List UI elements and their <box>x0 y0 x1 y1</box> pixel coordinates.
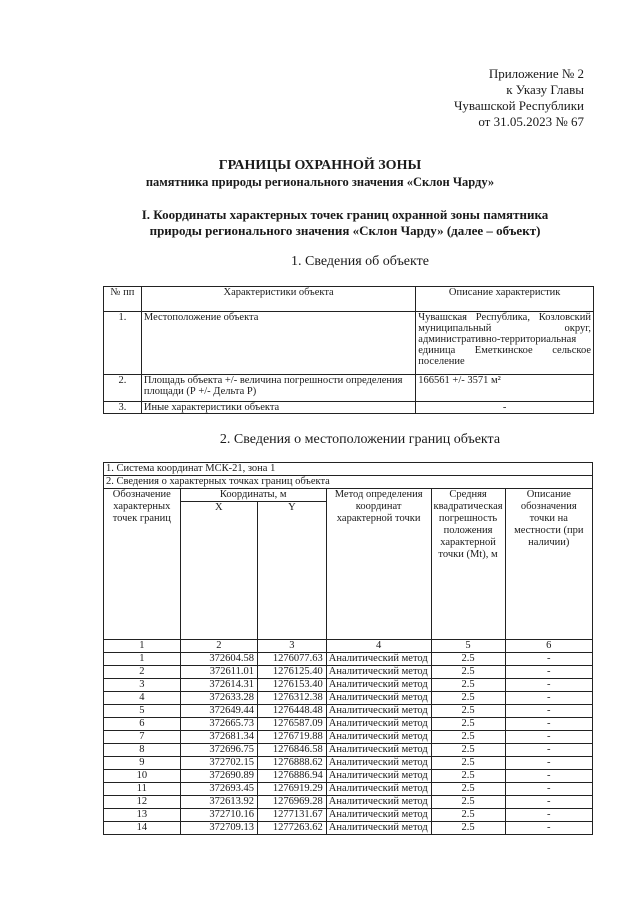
table-row <box>104 653 593 666</box>
document-title: ГРАНИЦЫ ОХРАННОЙ ЗОНЫ <box>218 158 422 173</box>
accuracy-cell: 2.5 <box>431 809 505 822</box>
boundary-points-table <box>103 462 593 835</box>
table-row <box>104 679 593 692</box>
point-description-cell: - <box>505 783 592 796</box>
column-number: 3 <box>258 640 327 653</box>
table-row <box>104 666 593 679</box>
point-number: 2 <box>104 666 181 679</box>
table-row <box>104 705 593 718</box>
accuracy-cell: 2.5 <box>431 679 505 692</box>
table-row <box>104 731 593 744</box>
point-description-cell: - <box>505 731 592 744</box>
y-coordinate: 1276719.88 <box>258 731 327 744</box>
table-row <box>104 822 593 835</box>
method-cell: Аналитический метод <box>326 744 431 757</box>
coordinate-system-row <box>104 463 593 476</box>
header-method: Метод определения координат характерной точки <box>326 489 431 640</box>
x-coordinate: 372696.75 <box>180 744 257 757</box>
row-characteristic: Местоположение объекта <box>141 312 415 375</box>
y-coordinate: 1276969.28 <box>258 796 327 809</box>
x-coordinate: 372611.01 <box>180 666 257 679</box>
x-coordinate: 372649.44 <box>180 705 257 718</box>
accuracy-cell: 2.5 <box>431 692 505 705</box>
table-row <box>104 809 593 822</box>
table-row <box>104 744 593 757</box>
table-row <box>104 375 594 402</box>
point-description-cell: - <box>505 757 592 770</box>
x-coordinate: 372710.16 <box>180 809 257 822</box>
y-coordinate: 1276448.48 <box>258 705 327 718</box>
method-cell: Аналитический метод <box>326 705 431 718</box>
y-coordinate: 1276846.58 <box>258 744 327 757</box>
point-number: 13 <box>104 809 181 822</box>
header-characteristic: Характеристики объекта <box>141 287 415 312</box>
appendix-line: Приложение № 2 <box>488 66 584 81</box>
points-title-row <box>104 476 593 489</box>
row-characteristic: Иные характеристики объекта <box>141 402 415 414</box>
header-point-description: Описание обозначения точки на местности (при наличии) <box>505 489 592 640</box>
method-cell: Аналитический метод <box>326 809 431 822</box>
accuracy-cell: 2.5 <box>431 718 505 731</box>
column-number: 6 <box>505 640 592 653</box>
row-characteristic: Площадь объекта +/- величина погрешности определения площади (Р +/- Дельта Р) <box>141 375 415 402</box>
accuracy-cell: 2.5 <box>431 653 505 666</box>
x-coordinate: 372633.28 <box>180 692 257 705</box>
table-row <box>104 796 593 809</box>
points-title: 2. Сведения о характерных точках границ объекта <box>104 476 593 489</box>
y-coordinate: 1277131.67 <box>258 809 327 822</box>
point-description-cell: - <box>505 796 592 809</box>
appendix-line: Чувашской Республики <box>453 98 584 113</box>
table-row <box>104 312 594 375</box>
accuracy-cell: 2.5 <box>431 783 505 796</box>
x-coordinate: 372690.89 <box>180 770 257 783</box>
x-coordinate: 372709.13 <box>180 822 257 835</box>
method-cell: Аналитический метод <box>326 770 431 783</box>
header-y: Y <box>258 502 327 640</box>
accuracy-cell: 2.5 <box>431 705 505 718</box>
column-number: 4 <box>326 640 431 653</box>
table-row <box>104 757 593 770</box>
point-description-cell: - <box>505 666 592 679</box>
row-description: - <box>416 402 594 414</box>
header-description: Описание характеристик <box>416 287 594 312</box>
header-x: X <box>180 502 257 640</box>
appendix-line: к Указу Главы <box>506 82 584 97</box>
point-description-cell: - <box>505 718 592 731</box>
header-accuracy: Средняя квадратическая погрешность положения характерной точки (Mt), м <box>431 489 505 640</box>
method-cell: Аналитический метод <box>326 731 431 744</box>
document-subtitle: памятника природы регионального значения «Склон Чарду» <box>145 175 495 189</box>
accuracy-cell: 2.5 <box>431 757 505 770</box>
header-coordinates: Координаты, м <box>180 489 326 502</box>
column-number: 2 <box>180 640 257 653</box>
section-i-line: природы регионального значения «Склон Чарду» (далее – объект) <box>149 223 541 238</box>
point-number: 8 <box>104 744 181 757</box>
point-number: 10 <box>104 770 181 783</box>
point-description-cell: - <box>505 809 592 822</box>
point-number: 3 <box>104 679 181 692</box>
point-description-cell: - <box>505 822 592 835</box>
accuracy-cell: 2.5 <box>431 822 505 835</box>
x-coordinate: 372702.15 <box>180 757 257 770</box>
accuracy-cell: 2.5 <box>431 770 505 783</box>
y-coordinate: 1276125.40 <box>258 666 327 679</box>
header-designation: Обозначение характерных точек границ <box>104 489 181 640</box>
point-description-cell: - <box>505 770 592 783</box>
table-row <box>104 770 593 783</box>
method-cell: Аналитический метод <box>326 653 431 666</box>
object-info-heading: 1. Сведения об объекте <box>291 254 429 269</box>
column-number: 5 <box>431 640 505 653</box>
point-description-cell: - <box>505 744 592 757</box>
y-coordinate: 1276886.94 <box>258 770 327 783</box>
row-num: 1. <box>104 312 142 375</box>
point-number: 6 <box>104 718 181 731</box>
method-cell: Аналитический метод <box>326 666 431 679</box>
accuracy-cell: 2.5 <box>431 731 505 744</box>
x-coordinate: 372613.92 <box>180 796 257 809</box>
y-coordinate: 1276888.62 <box>258 757 327 770</box>
point-number: 4 <box>104 692 181 705</box>
y-coordinate: 1277263.62 <box>258 822 327 835</box>
method-cell: Аналитический метод <box>326 718 431 731</box>
point-number: 14 <box>104 822 181 835</box>
point-number: 5 <box>104 705 181 718</box>
table-row <box>104 692 593 705</box>
method-cell: Аналитический метод <box>326 692 431 705</box>
y-coordinate: 1276919.29 <box>258 783 327 796</box>
table-row <box>104 783 593 796</box>
accuracy-cell: 2.5 <box>431 796 505 809</box>
table-header-row <box>104 489 593 502</box>
x-coordinate: 372693.45 <box>180 783 257 796</box>
coordinate-system: 1. Система координат МСК-21, зона 1 <box>104 463 593 476</box>
table-row <box>104 718 593 731</box>
point-number: 9 <box>104 757 181 770</box>
appendix-block <box>400 66 584 130</box>
method-cell: Аналитический метод <box>326 783 431 796</box>
x-coordinate: 372614.31 <box>180 679 257 692</box>
point-description-cell: - <box>505 679 592 692</box>
row-num: 3. <box>104 402 142 414</box>
x-coordinate: 372665.73 <box>180 718 257 731</box>
point-number: 7 <box>104 731 181 744</box>
y-coordinate: 1276153.40 <box>258 679 327 692</box>
row-num: 2. <box>104 375 142 402</box>
point-description-cell: - <box>505 653 592 666</box>
column-numbers-row <box>104 640 593 653</box>
method-cell: Аналитический метод <box>326 796 431 809</box>
accuracy-cell: 2.5 <box>431 666 505 679</box>
column-number: 1 <box>104 640 181 653</box>
header-num: № пп <box>104 287 142 312</box>
points-body <box>104 653 593 835</box>
object-info-table <box>103 286 594 414</box>
section-i-line: I. Координаты характерных точек границ охранной зоны памятника <box>141 207 549 222</box>
row-description: 166561 +/- 3571 м² <box>416 375 594 402</box>
table-header-row <box>104 287 594 312</box>
point-number: 12 <box>104 796 181 809</box>
section-i-heading <box>110 207 580 239</box>
point-number: 11 <box>104 783 181 796</box>
method-cell: Аналитический метод <box>326 679 431 692</box>
x-coordinate: 372604.58 <box>180 653 257 666</box>
point-description-cell: - <box>505 705 592 718</box>
method-cell: Аналитический метод <box>326 822 431 835</box>
method-cell: Аналитический метод <box>326 757 431 770</box>
row-description: Чувашская Республика, Козловский муниципальный округ, административно-территориальная единица Еметкинское сельское поселение <box>416 312 594 375</box>
y-coordinate: 1276312.38 <box>258 692 327 705</box>
appendix-date-line: от 31.05.2023 № 67 <box>478 114 584 129</box>
accuracy-cell: 2.5 <box>431 744 505 757</box>
y-coordinate: 1276587.09 <box>258 718 327 731</box>
x-coordinate: 372681.34 <box>180 731 257 744</box>
y-coordinate: 1276077.63 <box>258 653 327 666</box>
point-number: 1 <box>104 653 181 666</box>
table-row <box>104 402 594 414</box>
location-heading: 2. Сведения о местоположении границ объекта <box>219 432 501 447</box>
point-description-cell: - <box>505 692 592 705</box>
